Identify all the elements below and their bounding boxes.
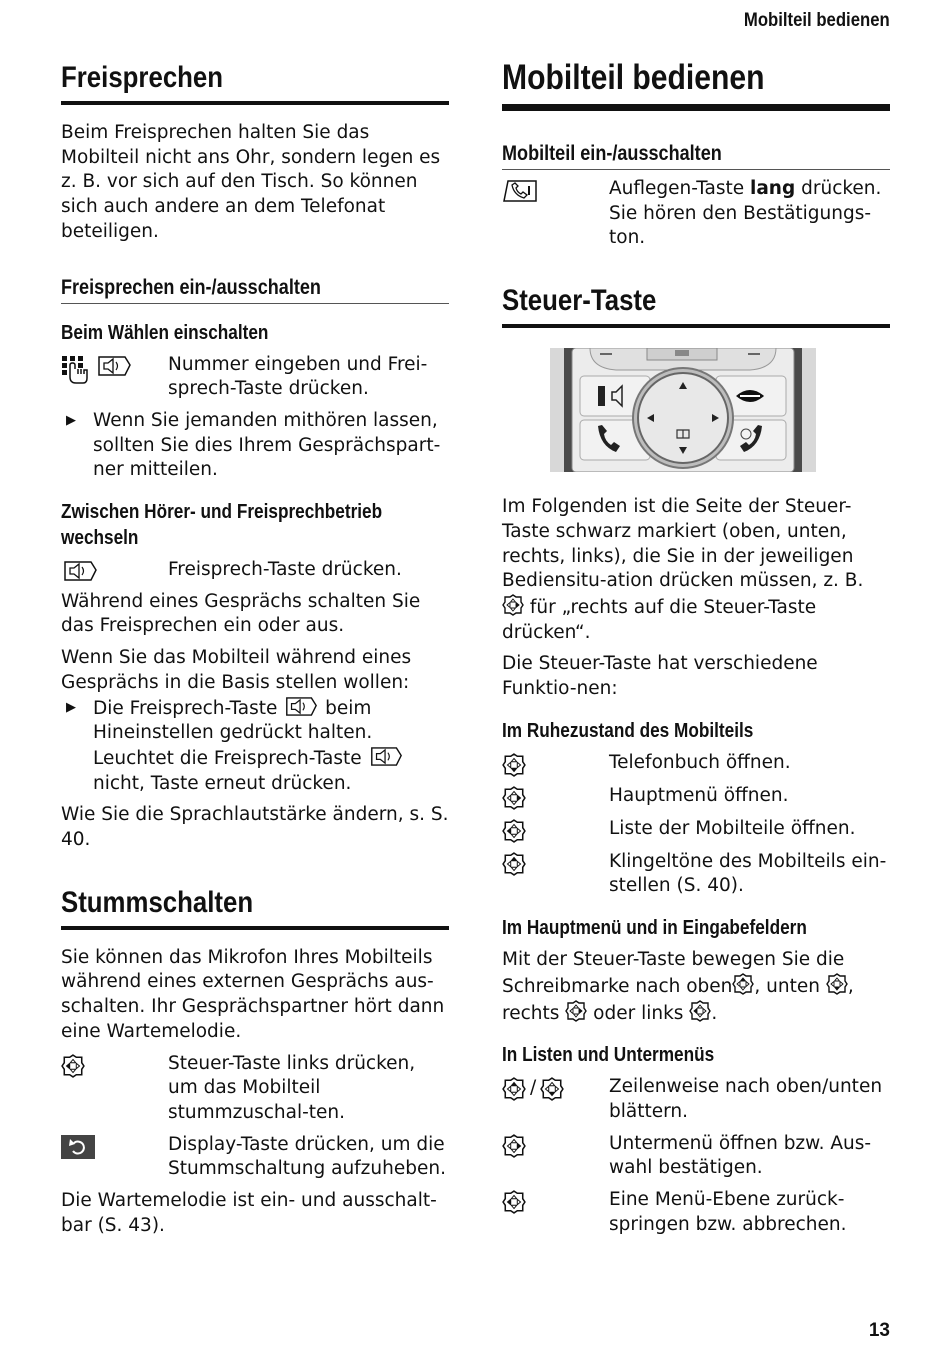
ruhe-item: Hauptmenü öffnen.: [502, 784, 890, 810]
nav-key-left-icon: [61, 1054, 85, 1078]
heading-ruhezustand: Im Ruhezustand des Mobilteils: [502, 719, 754, 742]
steuer-paragraph-1: Im Folgenden ist die Seite der Steuer-Taste schwarz markiert (oben, unten, rechts, links), die Sie in der jeweiligen Bediensitu-ation drücken müssen, z. B. für „rechts auf die Steuer-Taste drücken“.: [502, 496, 864, 643]
speaker-key-icon: [368, 746, 404, 767]
subsection-title-einaus: Freisprechen ein-/ausschalten: [61, 275, 321, 299]
wechseln-instruction-text: Freisprech-Taste drücken.: [168, 559, 402, 581]
undo-display-key-icon: [61, 1135, 95, 1159]
ruhe-item: Liste der Mobilteile öffnen.: [502, 817, 890, 843]
listen-item: / Zeilenweise nach oben/unten blättern.: [502, 1075, 890, 1124]
waehlen-instruction-text: Nummer eingeben und Frei-sprech-Taste drücken.: [168, 353, 428, 400]
wechseln-paragraph-1: Während eines Gesprächs schalten Sie das Freisprechen ein oder aus.: [61, 590, 421, 637]
page-number: 13: [868, 1320, 890, 1341]
right-column: [502, 58, 890, 1237]
heading-hauptmenue: Im Hauptmenü und in Eingabefeldern: [502, 917, 807, 940]
wechseln-paragraph-2: Wenn Sie das Mobilteil während eines Gesprächs in die Basis stellen wollen:: [61, 647, 412, 693]
bullet-arrow-icon: ▶: [66, 699, 76, 715]
nav-key-down-icon: [540, 1077, 564, 1101]
basis-bullet-text: Die Freisprech-Taste beim Hineinstellen gedrückt halten. Leuchtet die Freisprech-Taste nicht, Taste erneut drücken.: [93, 696, 449, 797]
stumm-instruction-2: [61, 1133, 449, 1182]
freisprechen-intro: Beim Freisprechen halten Sie das Mobilteil nicht ans Ohr, sondern legen es z. B. vor sich auf den Tisch. So können sich auch andere an dem Telefonat beteiligen.: [61, 122, 441, 242]
chapter-title: Mobilteil bedienen: [502, 58, 765, 97]
stumm-intro: Sie können das Mikrofon Ihres Mobilteils während eines externen Gesprächs aus-schalten. Ihr Gesprächspartner hört dann eine Wartemelodie.: [61, 946, 445, 1042]
nav-key-left-icon: [689, 1000, 711, 1022]
subsection-title-einaus: Mobilteil ein-/ausschalten: [502, 142, 722, 165]
stumm-instruction-1: [61, 1052, 449, 1126]
heading-wechseln-2: wechseln: [61, 527, 139, 550]
speaker-key-icon: [283, 696, 319, 717]
waehlen-instruction: [61, 353, 449, 402]
stumm-instruction-2-text: Display-Taste drücken, um die Stummschaltung aufzuheben.: [168, 1133, 446, 1180]
section-title-stumm: Stummschalten: [61, 885, 254, 919]
steuer-paragraph-2: Die Steuer-Taste hat verschiedene Funktio-nen:: [502, 653, 818, 700]
einaus-instruction-text: Auflegen-Taste lang drücken. Sie hören den Bestätigungs-ton.: [609, 178, 882, 249]
listen-separator: /: [530, 1077, 537, 1099]
nav-key-up-icon: [502, 1077, 526, 1101]
keypad-icon: [61, 355, 91, 385]
stumm-instruction-1-text: Steuer-Taste links drücken, um das Mobilteil stummzuschal-ten.: [168, 1052, 416, 1123]
speaker-key-icon: [95, 355, 133, 377]
nav-key-left-icon: [502, 1190, 526, 1214]
nav-key-up-icon: [732, 973, 754, 995]
waehlen-bullet: [61, 409, 449, 483]
basis-bullet: [61, 696, 449, 797]
heading-wechseln-1: Zwischen Hörer- und Freisprechbetrieb: [61, 501, 383, 524]
end-call-key-icon: [502, 179, 540, 203]
waehlen-bullet-text: Wenn Sie jemanden mithören lassen, sollten Sie dies Ihrem Gesprächspart-ner mitteilen.: [93, 409, 441, 481]
nav-key-down-icon: [502, 753, 526, 777]
ruhe-item: Telefonbuch öffnen.: [502, 751, 890, 777]
heading-listen: In Listen und Untermenüs: [502, 1044, 715, 1067]
bullet-arrow-icon: ▶: [66, 412, 76, 428]
wechseln-instruction: [61, 558, 449, 583]
lautstaerke-note: Wie Sie die Sprachlautstärke ändern, s. S. 40.: [61, 804, 449, 851]
nav-key-left-icon: [502, 819, 526, 843]
ruhe-item: Klingeltöne des Mobilteils ein-stellen (S. 40).: [502, 850, 890, 899]
control-key-illustration: [550, 348, 816, 472]
running-header: Mobilteil bedienen: [744, 10, 890, 31]
listen-item: Eine Menü-Ebene zurück-springen bzw. abbrechen.: [502, 1188, 890, 1237]
stumm-outro: Die Wartemelodie ist ein- und ausschalt-bar (S. 43).: [61, 1190, 437, 1236]
speaker-key-icon: [61, 560, 99, 582]
left-column: [61, 58, 449, 1239]
nav-key-right-icon: [502, 786, 526, 810]
section-title-freisprechen: Freisprechen: [61, 61, 224, 94]
nav-key-up-icon: [502, 852, 526, 876]
nav-key-right-icon: [502, 594, 524, 616]
nav-key-right-icon: [565, 1000, 587, 1022]
nav-key-down-icon: [826, 973, 848, 995]
nav-key-right-icon: [502, 1134, 526, 1158]
heading-beim-waehlen: Beim Wählen einschalten: [61, 321, 269, 344]
einaus-instruction: [502, 177, 890, 251]
section-title-steuer: Steuer-Taste: [502, 284, 657, 318]
listen-item: Untermenü öffnen bzw. Aus-wahl bestätigen.: [502, 1132, 890, 1181]
hauptmenue-paragraph: Mit der Steuer-Taste bewegen Sie die Schreibmarke nach oben , unten , rechts oder links .: [502, 949, 854, 1024]
